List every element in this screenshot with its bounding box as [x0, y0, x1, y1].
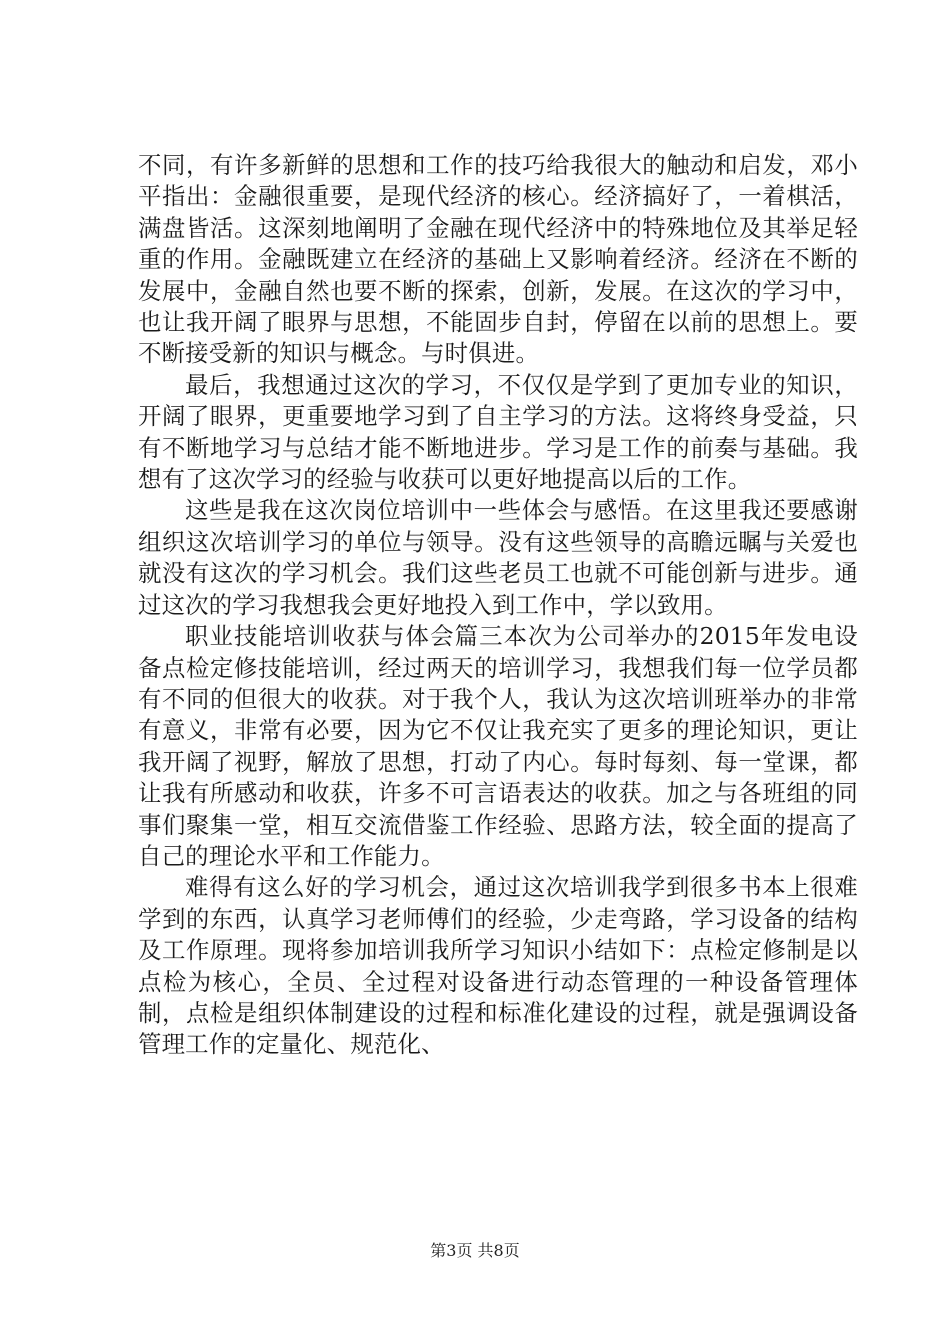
- paragraph: 最后，我想通过这次的学习，不仅仅是学到了更加专业的知识，开阔了眼界，更重要地学习到了自主学习的方法。这将终身受益，只有不断地学习与总结才能不断地进步。学习是工作的前奏与基础。我想有了这次学习的经验与收获可以更好地提高以后的工作。: [138, 370, 858, 494]
- body-text: [138, 150, 858, 1061]
- paragraph: 职业技能培训收获与体会篇三本次为公司举办的2015年发电设备点检定修技能培训，经过两天的培训学习，我想我们每一位学员都有不同的但很大的收获。对于我个人，我认为这次培训班举办的非常有意义，非常有必要，因为它不仅让我充实了更多的理论知识，更让我开阔了视野，解放了思想，打动了内心。每时每刻、每一堂课，都让我有所感动和收获，许多不可言语表达的收获。加之与各班组的同事们聚集一堂，相互交流借鉴工作经验、思路方法，较全面的提高了自己的理论水平和工作能力。: [138, 622, 858, 870]
- paragraph-continued: 不同，有许多新鲜的思想和工作的技巧给我很大的触动和启发，邓小平指出：金融很重要，是现代经济的核心。经济搞好了，一着棋活，满盘皆活。这深刻地阐明了金融在现代经济中的特殊地位及其举足轻重的作用。金融既建立在经济的基础上又影响着经济。经济在不断的发展中，金融自然也要不断的探索，创新，发展。在这次的学习中，也让我开阔了眼界与思想，不能固步自封，停留在以前的思想上。要不断接受新的知识与概念。与时俱进。: [138, 151, 858, 368]
- paragraph: 难得有这么好的学习机会，通过这次培训我学到很多书本上很难学到的东西，认真学习老师傅们的经验，少走弯路，学习设备的结构及工作原理。现将参加培训我所学习知识小结如下：点检定修制是以点检为核心，全员、全过程对设备进行动态管理的一种设备管理体制，点检是组织体制建设的过程和标准化建设的过程，就是强调设备管理工作的定量化、规范化、: [138, 873, 858, 1059]
- paragraph: 这些是我在这次岗位培训中一些体会与感悟。在这里我还要感谢组织这次培训学习的单位与领导。没有这些领导的高瞻远瞩与关爱也就没有这次的学习机会。我们这些老员工也就不可能创新与进步。通过这次的学习我想我会更好地投入到工作中，学以致用。: [138, 496, 858, 619]
- page-number-footer: 第3页 共8页: [430, 1241, 520, 1260]
